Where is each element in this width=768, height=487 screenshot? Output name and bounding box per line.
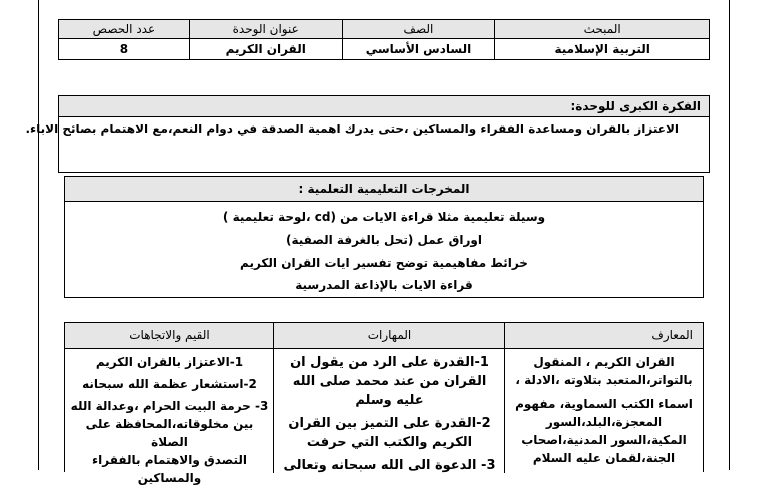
value-grade: السادس الأساسي xyxy=(342,39,495,60)
values-item: 3- حرمة البيت الحرام ،وعدالة الله بين مخلوقاته،المحافظة على الصلاة xyxy=(70,399,269,449)
header-subject: المبحث xyxy=(495,20,710,39)
knowledge-item: القران الكريم ، المنقول بالتواتر،المتعبد بتلاوته ،الادلة ، xyxy=(515,355,693,387)
outcomes-title: المخرجات التعليمية التعلمية : xyxy=(298,182,470,196)
header-knowledge: المعارف xyxy=(651,328,693,342)
skills-item: 3- الدعوة الى الله سبحانه وتعالى xyxy=(283,458,496,473)
values-item: التصدق والاهتمام بالفقراء والمساكين xyxy=(92,453,247,485)
value-subject: التربية الإسلامية xyxy=(495,39,710,60)
outcome-item: وسيلة تعليمية مثلا قراءة الايات من (cd ،لوحة تعليمية ) xyxy=(222,210,546,224)
outcome-item: خرائط مفاهيمية توضح تفسير ايات القران الكريم xyxy=(240,256,528,270)
skills-item: 2-القدرة على التميز بين القران الكريم والكتب التي حرفت xyxy=(288,416,491,450)
header-values: القيم والاتجاهات xyxy=(129,328,210,342)
header-unit-title: عنوان الوحدة xyxy=(189,20,342,39)
big-idea-box xyxy=(25,95,710,173)
value-unit-title: القران الكريم xyxy=(189,39,342,60)
unit-info-table xyxy=(58,19,710,60)
page-border-left xyxy=(38,0,39,470)
values-item: 1-الاعتزاز بالقران الكريم xyxy=(95,355,244,369)
unit-info-header-row xyxy=(59,20,710,39)
header-grade: الصف xyxy=(342,20,495,39)
knowledge-item: اسماء الكتب السماوية، مفهوم المعجزة،البلد،السور المكية،السور المدنية،اصحاب الجنة،لقمان عليه السلام xyxy=(515,397,693,465)
skills-item: 1-القدرة على الرد من يقول ان القران من عند محمد صلى الله عليه وسلم xyxy=(290,355,489,408)
big-idea-text: الاعتزاز بالقران ومساعدة الفقراء والمساكين ،حتى يدرك اهمية الصدقة في دوام النعم،مع الاهتمام بصائح الاباء. xyxy=(25,122,679,136)
knowledge-column xyxy=(505,353,703,467)
header-lesson-count: عدد الحصص xyxy=(59,20,190,39)
page-border-right xyxy=(729,0,730,470)
outcome-item: قراءة الايات بالإذاعة المدرسية xyxy=(295,278,473,292)
header-skills: المهارات xyxy=(367,328,412,342)
value-lesson-count: 8 xyxy=(59,39,190,60)
values-column xyxy=(65,353,274,487)
unit-info-value-row xyxy=(59,39,710,60)
outcome-item: اوراق عمل (تحل بالغرفة الصفية) xyxy=(286,233,482,247)
outcomes-box xyxy=(64,176,704,298)
big-idea-title: الفكرة الكبرى للوحدة: xyxy=(570,99,701,113)
big-idea-title-bar xyxy=(59,96,709,117)
bottom-table xyxy=(64,322,704,485)
outcomes-title-bar xyxy=(65,177,703,202)
values-item: 2-استشعار عظمة الله سبحانه xyxy=(82,377,257,391)
skills-column xyxy=(274,353,505,475)
